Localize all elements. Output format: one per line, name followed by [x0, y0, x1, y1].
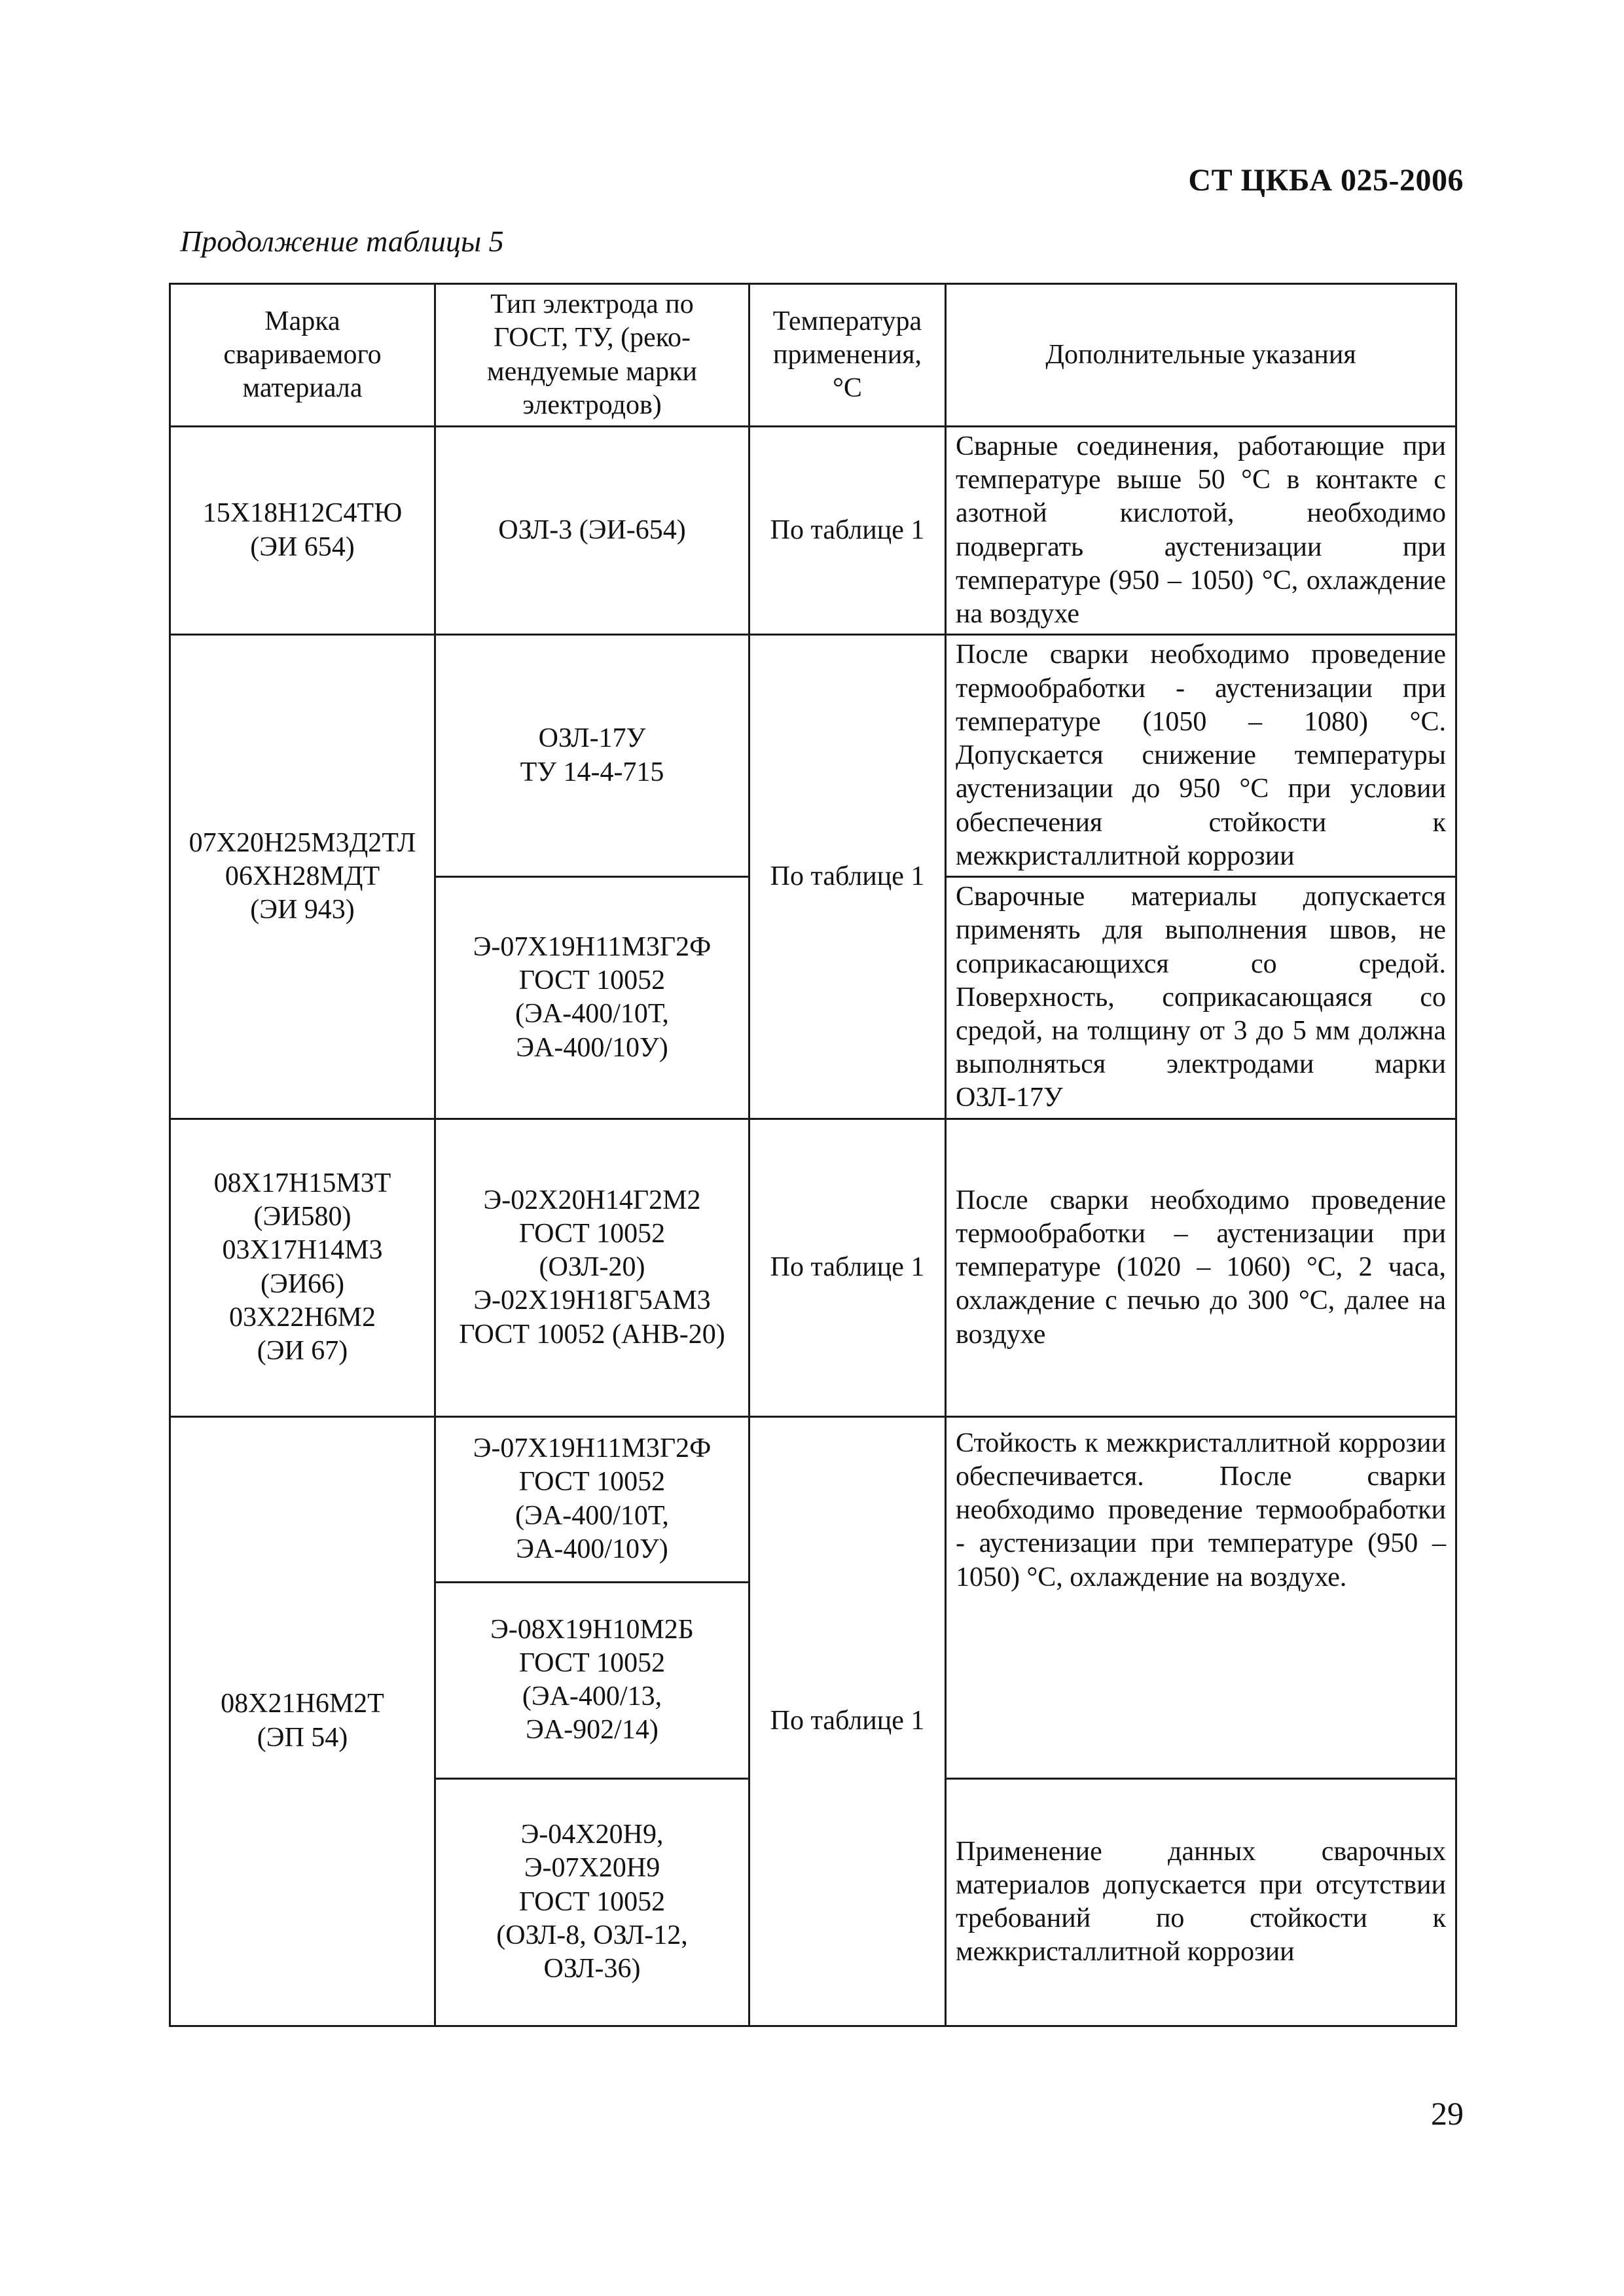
material-cell: 08Х17Н15М3Т (ЭИ580) 03Х17Н14М3 (ЭИ66) 03Х22Н6М2 (ЭИ 67) [170, 1119, 435, 1416]
electrode-cell: Э-07Х19Н11М3Г2Ф ГОСТ 10052 (ЭА-400/10Т, ЭА-400/10У) [435, 877, 749, 1119]
temperature-cell: По таблице 1 [749, 1119, 946, 1416]
column-header-material: Марка свариваемого материала [170, 284, 435, 427]
notes-cell: После сварки необходимо проведение термообработки - аустенизации при температуре (1050 – 1080) °С. Допускается снижение температуры аустенизации до 950 °С при условии обеспечения стойкости к межкристаллитной коррозии [946, 635, 1456, 877]
notes-cell: Сварные соединения, работающие при температуре выше 50 °С в контакте с азотной кислотой, необходимо подвергать аустенизации при температуре (950 – 1050) °С, охлаждение на воздухе [946, 427, 1456, 635]
notes-cell: Стойкость к межкристаллитной коррозии обеспечивается. После сварки необходимо проведение термообработки - аустенизации при температуре (950 – 1050) °С, охлаждение на воздухе. [946, 1416, 1456, 1778]
table-row [170, 1119, 1456, 1416]
table-caption: Продолжение таблицы 5 [180, 224, 504, 258]
material-cell: 15Х18Н12С4ТЮ (ЭИ 654) [170, 427, 435, 635]
column-header-temperature: Температура применения, °С [749, 284, 946, 427]
temperature-cell: По таблице 1 [749, 635, 946, 1119]
electrode-cell: Э-04Х20Н9, Э-07Х20Н9 ГОСТ 10052 (ОЗЛ-8, ОЗЛ-12, ОЗЛ-36) [435, 1778, 749, 2026]
electrode-cell: ОЗЛ-17У ТУ 14-4-715 [435, 635, 749, 877]
table-row [170, 635, 1456, 877]
electrode-cell: Э-07Х19Н11М3Г2Ф ГОСТ 10052 (ЭА-400/10Т, ЭА-400/10У) [435, 1416, 749, 1582]
temperature-cell: По таблице 1 [749, 1416, 946, 2026]
electrode-cell: Э-02Х20Н14Г2М2 ГОСТ 10052 (ОЗЛ-20) Э-02Х19Н18Г5АМ3 ГОСТ 10052 (АНВ-20) [435, 1119, 749, 1416]
material-cell: 07Х20Н25М3Д2ТЛ 06ХН28МДТ (ЭИ 943) [170, 635, 435, 1119]
table-header-row [170, 284, 1456, 427]
temperature-cell: По таблице 1 [749, 427, 946, 635]
notes-cell: Применение данных сварочных материалов допускается при отсутствии требований по стойкости к межкристаллитной коррозии [946, 1778, 1456, 2026]
notes-cell: Сварочные материалы допускается применять для выполнения швов, не соприкасающихся со средой. Поверхность, соприкасающаяся со средой, на толщину от 3 до 5 мм должна выполняться электродами марки ОЗЛ-17У [946, 877, 1456, 1119]
data-table [169, 283, 1457, 2027]
electrode-cell: ОЗЛ-3 (ЭИ-654) [435, 427, 749, 635]
table-row [170, 1416, 1456, 1582]
page-number: 29 [1431, 2095, 1464, 2132]
column-header-electrode: Тип электрода по ГОСТ, ТУ, (реко- мендуемые марки электродов) [435, 284, 749, 427]
material-cell: 08Х21Н6М2Т (ЭП 54) [170, 1416, 435, 2026]
notes-cell: После сварки необходимо проведение термообработки – аустенизации при температуре (1020 – 1060) °С, 2 часа, охлаждение с печью до 300 °С, далее на воздухе [946, 1119, 1456, 1416]
table-row [170, 427, 1456, 635]
document-code: СТ ЦКБА 025-2006 [1188, 163, 1464, 198]
electrode-cell: Э-08Х19Н10М2Б ГОСТ 10052 (ЭА-400/13, ЭА-902/14) [435, 1582, 749, 1778]
column-header-notes: Дополнительные указания [946, 284, 1456, 427]
